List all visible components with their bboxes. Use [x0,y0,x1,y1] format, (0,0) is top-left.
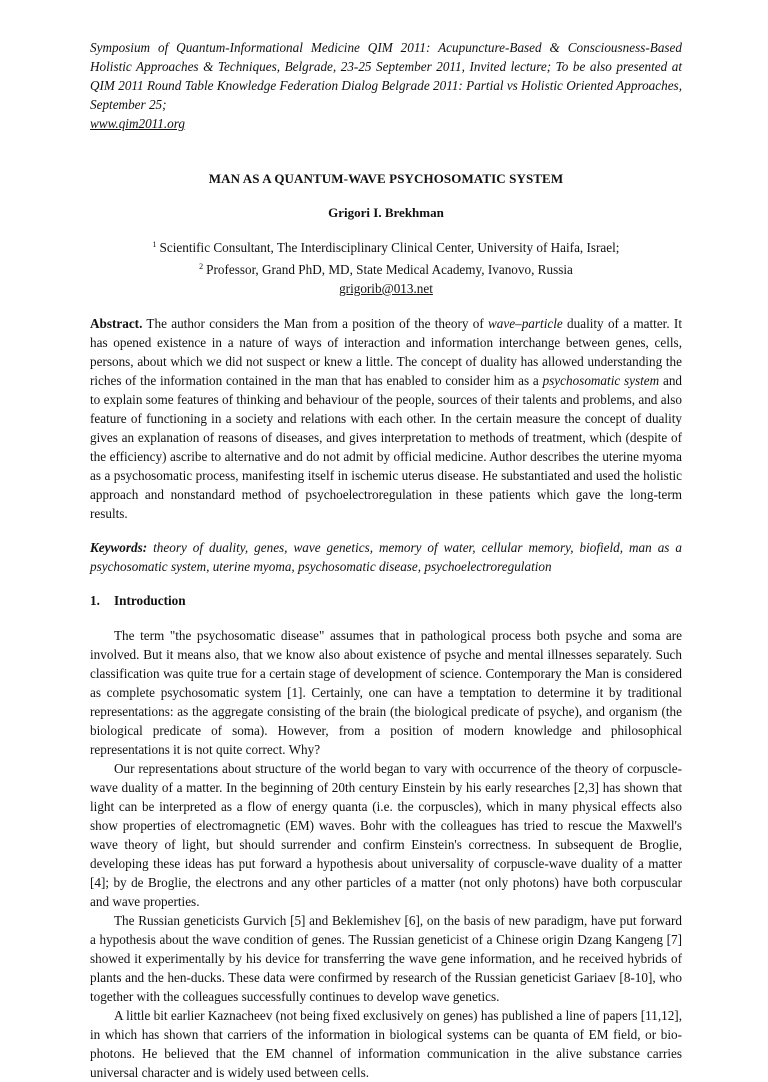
keywords-text: theory of duality, genes, wave genetics, memory of water, cellular memory, biofield, man as a psychosomatic system, uterine myoma, psychosomatic disease, psychoelectroregulation [90,540,682,574]
affiliations [90,235,682,298]
affiliation-text: Professor, Grand PhD, MD, State Medical Academy, Ivanovo, Russia [206,262,573,277]
keywords [90,538,682,576]
author-email-link[interactable]: grigorib@013.net [339,281,433,296]
abstract-text: and to explain some features of thinking and behaviour of the people, sources of their talents and problems, and also feature of functioning in a society and relations with each other. In the certain measure the concept of duality gives an explanation of reasons of diseases, and gives interpretation to methods of treatment, which (despite of the efficiency) ascribe to alternative and do not admit by official medicine. Author describes the uterine myoma as a psychosomatic process, manifesting itself in ischemic uterus disease. He substantiated and used the holistic approach and nonstandard method of psychoelectroregulation in these patients which gave the long-term results. [90,373,683,521]
abstract [90,314,682,523]
paper-title: MAN AS A QUANTUM-WAVE PSYCHOSOMATIC SYSTEM [208,171,564,186]
section-number: 1. [90,593,100,608]
section-title: Introduction [114,593,186,608]
body-paragraph: A little bit earlier Kaznacheev (not being fixed exclusively on genes) has published a line of papers [11,12], in which has shown that carriers of the information in biological systems can be quanta of EM field, or bio-photons. He believed that the EM channel of information communication in the alive substance carries universal character and is widely used between cells. [90,1008,682,1080]
section-body [90,626,682,1082]
keywords-label: Keywords: [90,540,148,555]
affiliation-2 [90,257,682,279]
body-paragraph: Our representations about structure of the world began to vary with occurrence of the theory of corpuscle-wave duality of a matter. In the beginning of 20th century Einstein by his early researches [2,3] has shown that light can be interpreted as a flow of energy quanta (i.e. the corpuscles), which in many physical effects also show properties of electromagnetic (EM) waves. Bohr with the colleagues has tried to rescue the Maxwell's wave theory of light, but should surrender and confirm Einstein's correctness. In subsequent de Broglie, developing these ideas has put forward a hypothesis about universality of corpuscle-wave duality of a matter [4]; by de Broglie, the electrons and any other particles of a matter (not only photons) have both corpuscular and wave properties. [90,761,682,909]
conference-header [90,38,682,133]
body-paragraph: The term "the psychosomatic disease" assumes that in pathological process both psyche and soma are involved. But it means also, that we know also about existence of psyche and mental illnesses separately. Such classification was quite true for a certain stage of development of science. Contemporary the Man is considered as complete psychosomatic system [1]. Certainly, one can have a temptation to determine it by traditional representations: as the aggregate consisting of the brain (the biological predicate of psyche), and organism (the biological predicate of soma). However, from a position of modern knowledge and philosophical representations it is not quite correct. Why? [90,628,682,757]
body-paragraph: The Russian geneticists Gurvich [5] and Beklemishev [6], on the basis of new paradigm, have put forward a hypothesis about the wave condition of genes. The Russian geneticist of a Chinese origin Dzang Kangeng [7] showed it experimentally by his device for transferring the wave gene information, and he received hybrids of plants and the hen-ducks. These data were confirmed by research of the Russian geneticist Gariaev [8-10], who together with the colleagues successfully continues to develop wave genetics. [90,913,682,1004]
affiliation-marker: 2 [199,262,204,271]
conference-citation: Symposium of Quantum-Informational Medicine QIM 2011: Acupuncture-Based & Consciousness-Based Holistic Approaches & Techniques, Belgrade, 23-25 September 2011, Invited lecture; To be also presented at QIM 2011 Round Table Knowledge Federation Dialog Belgrade 2011: Partial vs Holistic Oriented Approaches, September 25; [90,40,682,112]
abstract-text: duality of a matter. It has opened existence in a nature of ways of interaction and information interchange between genes, cells, persons, about which we did not suspect or knew a little. The concept of duality has allowed understanding the riches of the information contained in the man that has enabled to consider him as a [90,316,682,388]
abstract-emphasis: psychosomatic system [542,373,660,388]
abstract-emphasis: wave–particle [488,316,563,331]
affiliation-1 [90,235,682,257]
author-name: Grigori I. Brekhman [328,205,444,220]
section-heading [90,593,682,609]
abstract-label: Abstract. [90,316,143,331]
affiliation-marker: 1 [152,240,157,249]
abstract-text: The author considers the Man from a position of the theory of [142,316,489,331]
conference-url-link[interactable]: www.qim2011.org [90,116,186,131]
affiliation-text: Scientific Consultant, The Interdisciplinary Clinical Center, University of Haifa, Israel; [159,240,620,255]
